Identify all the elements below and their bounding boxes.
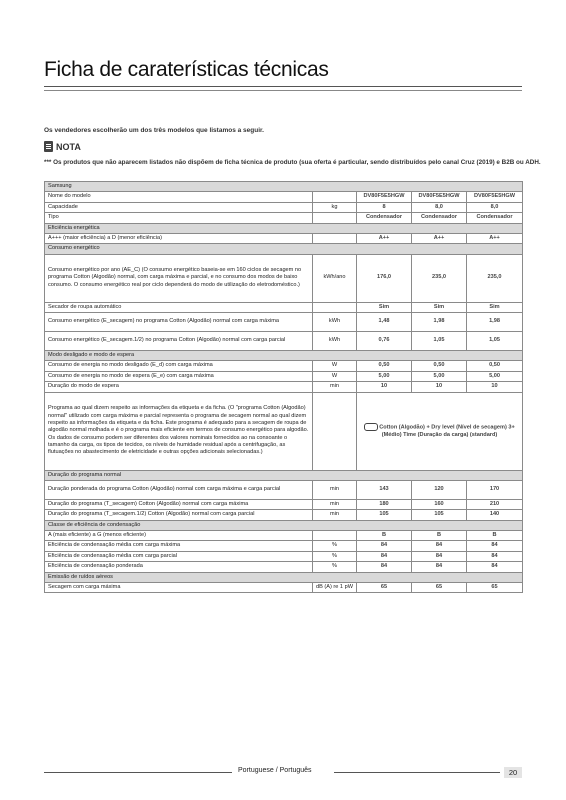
model-value: 0,50 — [357, 361, 412, 371]
model-value: Condensador — [357, 213, 412, 223]
table-row — [45, 382, 523, 392]
page-number: 20 — [504, 767, 522, 778]
row-unit: % — [313, 541, 357, 551]
model-value: 1,98 — [412, 313, 467, 332]
model-value: Condensador — [467, 213, 523, 223]
model-value: B — [467, 531, 523, 541]
row-unit: min — [313, 499, 357, 509]
model-value: 65 — [412, 582, 467, 592]
model-value: B — [357, 531, 412, 541]
model-value: 180 — [357, 499, 412, 509]
model-value: A++ — [467, 233, 523, 243]
model-value: 65 — [467, 582, 523, 592]
model-value: 235,0 — [412, 254, 467, 302]
section-row — [45, 223, 523, 233]
model-value: 10 — [357, 382, 412, 392]
model-value: Sim — [357, 302, 412, 312]
row-label: Secagem com carga máxima — [45, 582, 313, 592]
cotton-program-icon — [364, 423, 378, 431]
row-unit: min — [313, 480, 357, 499]
model-value: A++ — [357, 233, 412, 243]
table-row — [45, 332, 523, 351]
model-value: 176,0 — [357, 254, 412, 302]
model-value: 10 — [412, 382, 467, 392]
note-text: *** Os produtos que não aparecem listados não dispõem de ficha técnica de produto (sua oferta é particular, sendo distribuídos pelo canal Cruz (2019) e B2B ou ADH. — [44, 159, 541, 166]
program-note — [357, 392, 523, 470]
model-value: 105 — [412, 510, 467, 520]
model-value: 0,50 — [412, 361, 467, 371]
table-row — [45, 551, 523, 561]
model-value: DV80F5E5HGW — [467, 192, 523, 202]
section-label: Modo desligado e modo de espera — [45, 351, 523, 361]
model-value: Condensador — [412, 213, 467, 223]
table-row — [45, 213, 523, 223]
footer-rule-left — [44, 772, 232, 773]
section-label: Samsung — [45, 182, 523, 192]
section-row — [45, 520, 523, 530]
table-row — [45, 480, 523, 499]
model-value: 105 — [357, 510, 412, 520]
row-label: Consumo energético por ano (AE_C) (O consumo energético baseia-se em 160 ciclos de secagem no programa Cotton (Algodão) normal, com carga máxima e parcial, e no consumo dos modos de baixo consumo. O consumo energético real por ciclo dependerá do modo de utilização do eletrodoméstico.) — [45, 254, 313, 302]
row-label: Consumo de energia no modo de espera (E_e) com carga máxima — [45, 371, 313, 381]
model-value: 5,00 — [412, 371, 467, 381]
row-unit — [313, 192, 357, 202]
row-label: Capacidade — [45, 202, 313, 212]
table-row — [45, 313, 523, 332]
table-row — [45, 202, 523, 212]
row-label: Eficiência de condensação média com carga parcial — [45, 551, 313, 561]
section-row — [45, 182, 523, 192]
row-label: Duração ponderada do programa Cotton (Algodão) normal com carga máxima e carga parcial — [45, 480, 313, 499]
model-value: Sim — [412, 302, 467, 312]
section-row — [45, 351, 523, 361]
table-row — [45, 192, 523, 202]
row-label: Duração do programa (T_secagem) Cotton (Algodão) normal com carga máxima — [45, 499, 313, 509]
model-value: 84 — [467, 562, 523, 572]
row-unit — [313, 531, 357, 541]
row-label: Consumo de energia no modo desligado (E_d) com carga máxima — [45, 361, 313, 371]
model-value: 170 — [467, 480, 523, 499]
footer-rule-right — [334, 772, 500, 773]
model-value: 5,00 — [467, 371, 523, 381]
section-row — [45, 470, 523, 480]
table-row — [45, 499, 523, 509]
row-unit: kWh — [313, 313, 357, 332]
table-row — [45, 254, 523, 302]
program-note-text: Cotton (Algodão) + Dry level (Nível de secagem) 3+ (Médio) Time (Duração da carga) (standard) — [379, 424, 515, 438]
table-row — [45, 361, 523, 371]
note-label: NOTA — [56, 141, 81, 152]
row-unit: kWh/ano — [313, 254, 357, 302]
model-value: 5,00 — [357, 371, 412, 381]
model-value: 65 — [357, 582, 412, 592]
row-unit: % — [313, 562, 357, 572]
table-row — [45, 371, 523, 381]
note-icon — [44, 141, 53, 152]
model-value: 8,0 — [467, 202, 523, 212]
table-row — [45, 531, 523, 541]
row-label: Consumo energético (E_secagem.1/2) no programa Cotton (Algodão) normal com carga parcial — [45, 332, 313, 351]
section-label: Emissão de ruídos aéreos — [45, 572, 523, 582]
model-value: 143 — [357, 480, 412, 499]
model-value: 1,98 — [467, 313, 523, 332]
page-title: Ficha de caraterísticas técnicas — [44, 58, 329, 81]
section-row — [45, 244, 523, 254]
footer-language: Portuguese / Português — [238, 767, 312, 774]
row-label: Duração do modo de espera — [45, 382, 313, 392]
model-value: 8,0 — [412, 202, 467, 212]
table-row — [45, 392, 523, 470]
row-label: Tipo — [45, 213, 313, 223]
row-unit — [313, 302, 357, 312]
row-label: A (mais eficiente) a G (menos eficiente) — [45, 531, 313, 541]
intro-text: Os vendedores escolherão um dos três modelos que listamos a seguir. — [44, 127, 264, 134]
model-value: 84 — [467, 551, 523, 561]
row-unit: kWh — [313, 332, 357, 351]
row-label: Consumo energético (E_secagem) no programa Cotton (Algodão) normal com carga máxima — [45, 313, 313, 332]
model-value: 84 — [357, 562, 412, 572]
row-unit — [313, 392, 357, 470]
model-value: B — [412, 531, 467, 541]
title-divider — [44, 86, 522, 87]
title-divider-secondary — [44, 90, 522, 91]
model-value: 120 — [412, 480, 467, 499]
table-row — [45, 510, 523, 520]
model-value: Sim — [467, 302, 523, 312]
table-row — [45, 582, 523, 592]
model-value: DV80F5E5HGW — [357, 192, 412, 202]
section-row — [45, 572, 523, 582]
model-value: 0,50 — [467, 361, 523, 371]
table-row — [45, 233, 523, 243]
row-unit: kg — [313, 202, 357, 212]
model-value: 140 — [467, 510, 523, 520]
model-value: 1,05 — [467, 332, 523, 351]
row-label: A+++ (maior eficiência) a D (menor eficiência) — [45, 233, 313, 243]
row-label: Eficiência de condensação ponderada — [45, 562, 313, 572]
section-label: Duração do programa normal — [45, 470, 523, 480]
section-label: Classe de eficiência de condensação — [45, 520, 523, 530]
model-value: 10 — [467, 382, 523, 392]
row-unit: dB (A) re 1 pW — [313, 582, 357, 592]
spec-table — [44, 181, 523, 593]
model-value: 160 — [412, 499, 467, 509]
model-value: 84 — [357, 551, 412, 561]
model-value: 84 — [412, 562, 467, 572]
spec-table-body — [45, 182, 523, 593]
note-heading — [44, 141, 81, 152]
section-label: Consumo energético — [45, 244, 523, 254]
row-label: Secador de roupa automático — [45, 302, 313, 312]
model-value: 84 — [467, 541, 523, 551]
table-row — [45, 562, 523, 572]
table-row — [45, 302, 523, 312]
section-label: Eficiência energética — [45, 223, 523, 233]
model-value: 1,05 — [412, 332, 467, 351]
row-unit: W — [313, 371, 357, 381]
row-label: Eficiência de condensação média com carga máxima — [45, 541, 313, 551]
model-value: 235,0 — [467, 254, 523, 302]
model-value: 210 — [467, 499, 523, 509]
row-label: Nome do modelo — [45, 192, 313, 202]
table-row — [45, 541, 523, 551]
row-unit: min — [313, 382, 357, 392]
row-label: Programa ao qual dizem respeito as informações da etiqueta e da ficha. (O "programa Cotton (Algodão) normal" utilizado com carga máxima e parcial representa o programa de secagem normal ao qual dizem respeito as informações da etiqueta e da ficha. Este programa é adequado para a secagem de roupa de algodão normal molhada e é o programa mais eficiente em termos de consumo energético para algodão. Os dados de consumo podem ser diferentes dos valores nominais fornecidos ao na consoante o tamanho da carga, os tipos de tecidos, os níveis de humidade residual após a centrifugação, as flutuações no abastecimento de eletricidade e outras opções adicionais selecionadas.) — [45, 392, 313, 470]
model-value: 84 — [357, 541, 412, 551]
model-value: 84 — [412, 541, 467, 551]
row-unit — [313, 213, 357, 223]
row-unit: W — [313, 361, 357, 371]
model-value: 8 — [357, 202, 412, 212]
row-unit — [313, 233, 357, 243]
model-value: 1,48 — [357, 313, 412, 332]
model-value: DV80F5E5HGW — [412, 192, 467, 202]
row-unit: % — [313, 551, 357, 561]
model-value: 84 — [412, 551, 467, 561]
row-unit: min — [313, 510, 357, 520]
model-value: A++ — [412, 233, 467, 243]
row-label: Duração do programa (T_secagem.1/2) Cotton (Algodão) normal com carga parcial — [45, 510, 313, 520]
model-value: 0,76 — [357, 332, 412, 351]
